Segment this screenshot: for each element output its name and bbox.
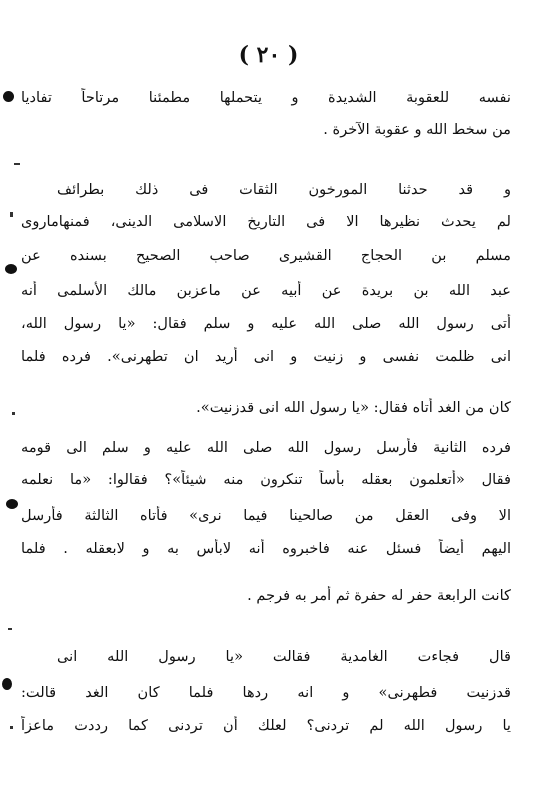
paragraph-2-line-11: اليهم أيضاً فسئل عنه فاخبروه أنه لابأس به و لابعقله . فلما [21,540,511,557]
paragraph-2-line-8: فرده الثانية فأرسل رسول الله صلى الله عليه و سلم الى قومه [21,439,511,456]
paragraph-2-line-1: و قد حدثنا المورخون الثقات فى ذلك بطرائف [57,181,511,198]
paragraph-3-line-1: قال فجاءت الغامدية فقالت «يا رسول الله انى [57,648,511,665]
paragraph-1-line-2: من سخط الله و عقوبة الآخرة . [323,121,511,138]
paragraph-1-line-1: نفسه للعقوبة الشديدة و يتحملها مطمئنا مرتاحاً تفاديا [21,89,511,106]
scan-mark [3,91,14,102]
scan-mark [2,678,12,690]
paragraph-2-line-5: أتى رسول الله صلى الله عليه و سلم فقال: «يا رسول الله، [21,315,511,332]
paragraph-2-line-7: كان من الغد أتاه فقال: «يا رسول الله انى قدزنيت». [196,399,511,416]
scan-speck [14,163,20,165]
scan-speck [10,212,13,217]
scan-mark [6,499,18,509]
page-number: ( ٢٠ ) [238,42,299,68]
scan-speck [12,412,15,415]
paragraph-2-line-9: فقال «أتعلمون بعقله بأساً تنكرون منه شيئاً»؟ فقالوا: «ما نعلمه [21,471,511,488]
paragraph-2-line-4: عبد الله بن بريدة عن أبيه عن ماعزبن مالك الأسلمى أنه [21,282,511,299]
paragraph-2-line-10: الا وفى العقل من صالحينا فيما نرى» فأتاه الثالثة فأرسل [21,507,511,524]
paragraph-2-line-2: لم يحدث نظيرها الا فى التاريخ الاسلامى الدينى، فمنهاماروى [21,213,511,230]
scan-speck [10,726,13,729]
paragraph-2-line-6: انى ظلمت نفسى و زنيت و انى أريد ان تطهرنى». فرده فلما [21,348,511,365]
paragraph-2-line-3: مسلم بن الحجاج القشيرى صاحب الصحيح بسنده عن [21,247,511,264]
paragraph-3-line-3: يا رسول الله لم تردنى؟ لعلك أن تردنى كما رددت ماعزاً [21,717,511,734]
paragraph-2-line-12: كانت الرابعة حفر له حفرة ثم أمر به فرجم . [247,587,511,604]
scan-mark [5,264,17,274]
paragraph-3-line-2: قدزنيت فطهرنى» و انه ردها فلما كان الغد قالت: [21,684,511,701]
scan-speck [8,628,12,630]
